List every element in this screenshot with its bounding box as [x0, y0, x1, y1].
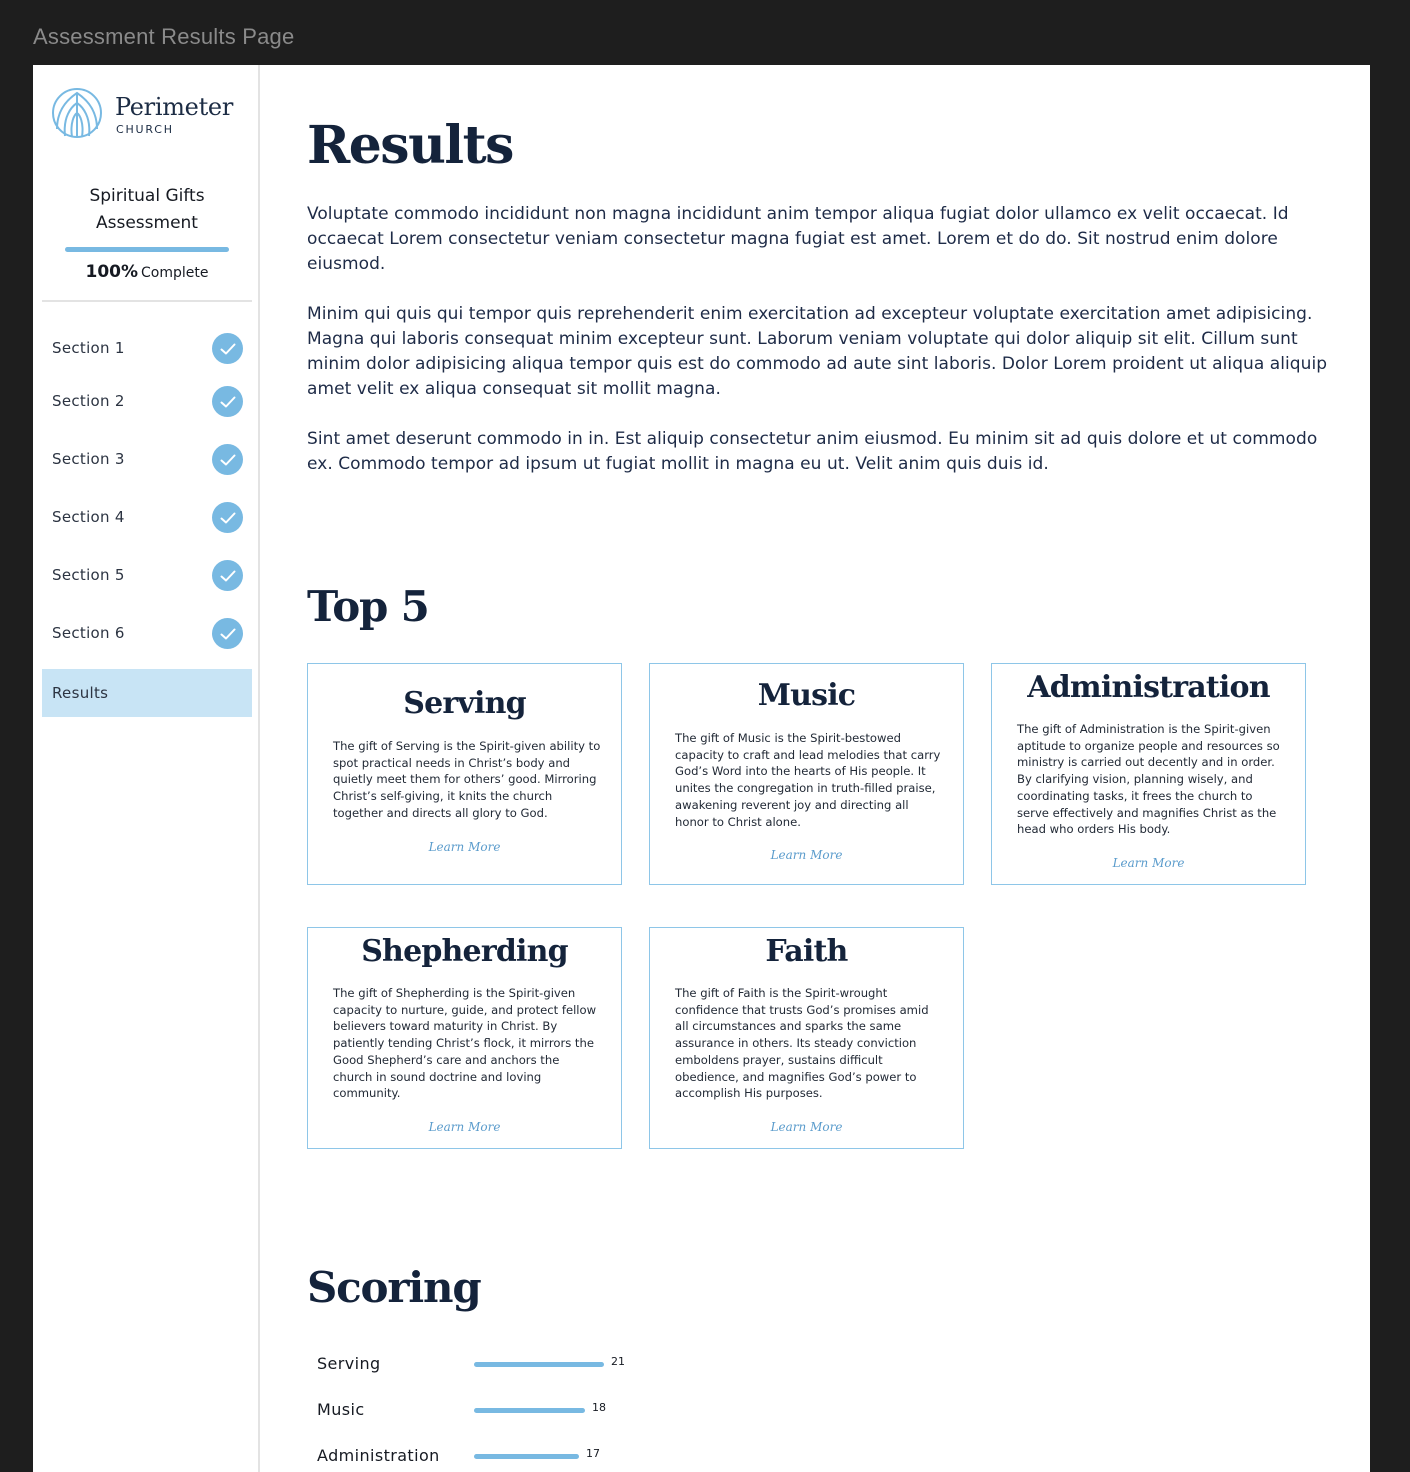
score-value: 17 — [586, 1447, 600, 1460]
learn-more-link[interactable]: Learn More — [428, 840, 501, 854]
check-icon — [212, 386, 243, 417]
score-row — [307, 1397, 707, 1427]
score-bar — [474, 1454, 579, 1459]
check-icon — [212, 333, 243, 364]
score-value: 18 — [592, 1401, 606, 1414]
assessment-title — [41, 183, 253, 237]
main-content — [307, 65, 1337, 1472]
gift-card-faith — [649, 927, 964, 1149]
sidebar-item-section-1[interactable] — [42, 325, 252, 373]
sidebar-item-label: Section 3 — [52, 450, 125, 468]
gift-card-description: The gift of Administration is the Spirit-given aptitude to organize people and resources so ministry is carried out decently and in order. By clarifying vision, planning wisely, and coordinating tasks, it frees the church to serve effectively and magnifies Christ as the head who orders His body. — [1017, 722, 1280, 837]
progress-bar — [65, 247, 229, 252]
score-label: Administration — [317, 1446, 440, 1465]
brand-name: Perimeter — [115, 93, 234, 121]
score-value: 21 — [611, 1355, 625, 1368]
gift-card-title: Music — [757, 678, 856, 713]
intro-paragraph-3: Sint amet deserunt commodo in in. Est aliquip consectetur anim eiusmod. Eu minim sit ad quis dolore et ut commodo ex. Commodo tempor ad ipsum ut fugiat mollit in magna eu ut. Velit anim quis duis id. — [307, 429, 1318, 474]
sidebar-item-label: Section 4 — [52, 508, 125, 526]
assessment-title-line2: Assessment — [96, 213, 198, 233]
gift-card-music — [649, 663, 964, 885]
intro-paragraph-2: Minim qui quis qui tempor quis reprehenderit enim exercitation ad excepteur voluptate exercitation amet adipisicing. Magna qui laboris consequat minim excepteur sunt. Laborum veniam voluptate qui dolor aliquip sit elit. Cillum sunt minim dolor adipisicing aliqua tempor quis est do commodo ad aute sint laboris. Dolor Lorem proident ut aliqua aliquip amet velit ex aliqua consequat sit mollit magna. — [307, 304, 1328, 399]
gift-card-description: The gift of Faith is the Spirit-wrought confidence that trusts God’s promises amid all circumstances and sparks the same assurance in others. Its steady conviction emboldens prayer, sustains difficult obedience, and magnifies God’s power to accomplish His purposes. — [675, 986, 929, 1101]
gift-card-serving — [307, 663, 622, 885]
gift-card-title: Administration — [1027, 670, 1270, 705]
progress-label: Complete — [141, 265, 209, 281]
score-bar — [474, 1408, 585, 1413]
gift-card-description: The gift of Serving is the Spirit-given ability to spot practical needs in Christ’s body and quietly meet them for others’ good. Mirroring Christ’s self-giving, it knits the church together and directs all glory to God. — [333, 739, 601, 820]
gift-card-title: Serving — [403, 686, 526, 721]
sidebar-item-results[interactable] — [42, 669, 252, 717]
sidebar-item-section-6[interactable] — [42, 610, 252, 658]
learn-more-link[interactable]: Learn More — [770, 1120, 843, 1134]
sidebar-item-label: Results — [52, 684, 109, 702]
gift-card-title: Faith — [765, 934, 848, 969]
sidebar-item-label: Section 2 — [52, 392, 125, 410]
sidebar-item-section-5[interactable] — [42, 552, 252, 600]
learn-more-link[interactable]: Learn More — [1112, 856, 1185, 870]
gift-card-description: The gift of Music is the Spirit-bestowed capacity to craft and lead melodies that carry God’s Word into the hearts of His people. It unites the congregation in truth-filled praise, awakening reverent joy and directing all honor to Christ alone. — [675, 731, 941, 829]
top5-heading: Top 5 — [307, 582, 429, 631]
progress-fill — [65, 247, 229, 252]
check-icon — [212, 444, 243, 475]
sidebar-item-label: Section 5 — [52, 566, 125, 584]
progress-percent: 100% — [85, 262, 139, 282]
score-label: Serving — [317, 1354, 381, 1373]
check-icon — [212, 502, 243, 533]
check-icon — [212, 618, 243, 649]
sidebar — [33, 65, 260, 1472]
check-icon — [212, 560, 243, 591]
gift-card-shepherding — [307, 927, 622, 1149]
learn-more-link[interactable]: Learn More — [428, 1120, 501, 1134]
scoring-heading: Scoring — [307, 1263, 481, 1312]
sidebar-item-label: Section 1 — [52, 339, 125, 357]
score-label: Music — [317, 1400, 365, 1419]
church-logo[interactable] — [51, 87, 234, 143]
perimeter-logo-icon — [51, 87, 103, 139]
progress-text — [41, 262, 253, 282]
gift-card-description: The gift of Shepherding is the Spirit-given capacity to nurture, guide, and protect fellow believers toward maturity in Christ. By patiently tending Christ’s flock, it mirrors the Good Shepherd’s care and anchors the church in sound doctrine and loving community. — [333, 986, 597, 1101]
frame-title: Assessment Results Page — [33, 24, 295, 49]
score-row — [307, 1443, 707, 1472]
results-page — [33, 65, 1370, 1472]
sidebar-item-section-4[interactable] — [42, 494, 252, 542]
intro-paragraph-1: Voluptate commodo incididunt non magna incididunt anim tempor aliqua fugiat dolor ullamco ex velit occaecat. Id occaecat Lorem consectetur veniam consectetur magna fugiat est amet. Lorem et do do. Sit nostrud enim dolore eiusmod. — [307, 204, 1289, 274]
score-bar — [474, 1362, 604, 1367]
brand-sub: CHURCH — [116, 123, 174, 136]
gift-card-administration — [991, 663, 1306, 885]
sidebar-item-section-2[interactable] — [42, 378, 252, 426]
gift-card-title: Shepherding — [361, 934, 568, 969]
assessment-title-line1: Spiritual Gifts — [89, 186, 205, 206]
sidebar-item-section-3[interactable] — [42, 436, 252, 484]
sidebar-item-label: Section 6 — [52, 624, 125, 642]
sidebar-divider — [42, 300, 252, 302]
page-title: Results — [307, 115, 513, 176]
score-row — [307, 1351, 707, 1381]
learn-more-link[interactable]: Learn More — [770, 848, 843, 862]
